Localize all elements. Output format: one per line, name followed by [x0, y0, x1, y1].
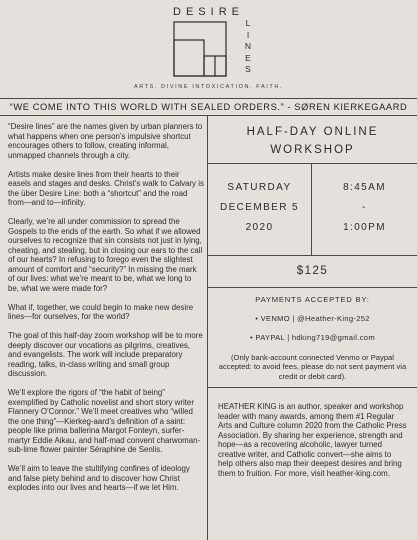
- quote-banner: “WE COME INTO THIS WORLD WITH SEALED ORDERS.” - SØREN KIERKEGAARD: [0, 98, 417, 116]
- payment-venmo: • VENMO | @Heather-King-252: [255, 313, 370, 323]
- author-bio: HEATHER KING is an author, speaker and workshop leader with many awards, among them #1 Regular Arts and Culture column 2020 from the Catholic Press Association. By sharing her experience, strength and hope—as a recovering alcoholic, lawyer turned creative writer, and Catholic convert—she aims to help others also map their deepest desires and bring them to fruition. For more, visit heather-king.com.: [218, 402, 407, 478]
- paragraph: Artists make desire lines from their hearts to their easels and stages and desks. Christ’s walk to Calvary is the über Desire Line: both a “shortcut” and the road from—and to—infinity.: [8, 169, 204, 207]
- date-time-box: [208, 164, 417, 256]
- workshop-title-line1: HALF-DAY ONLINE: [246, 126, 379, 138]
- brand-letter: S: [245, 64, 251, 74]
- payment-note: (Only bank-account connected Venmo or Paypal accepted: to avoid fees, please do not sent payment via credit or debit card).: [218, 352, 407, 381]
- payment-box: [208, 288, 417, 388]
- brand-letter: I: [246, 29, 250, 40]
- workshop-year: 2020: [245, 222, 274, 233]
- time-separator: -: [362, 202, 367, 213]
- paragraph: “Desire lines” are the names given by urban planners to what happens when one person’s impulsive shortcut encourages others to follow, creating informal, unmapped channels through a city.: [8, 122, 203, 160]
- header: [0, 0, 417, 100]
- brand-letter: E: [245, 52, 251, 63]
- description-column: [8, 122, 204, 502]
- paragraph: The goal of this half-day zoom workshop will be to more deeply discover our vocations as pilgrims, creatives, and evangelists. The work will include preparatory reading, talks, in-class writing and small group discussion.: [8, 331, 203, 378]
- date-box: [208, 164, 312, 255]
- payment-paypal: • PAYPAL | hdking719@gmail.com: [250, 333, 375, 342]
- workshop-title: [208, 116, 417, 164]
- paragraph: Clearly, we’re all under commission to spread the Gospels to the ends of the earth. So what if we allowed ourselves to recognize that sin consists not just in lying, cheating, and stealing, but in closing our ears to the call of our hearts? In refusing to forego even the slightest amount of comfort and “security?” In missing the mark of our lives: what we’re meant to be, what we long to be, what we were made for?: [8, 217, 203, 293]
- desire-lines-logo-icon: [170, 20, 250, 78]
- brand-tagline: ARTS. DIVINE INTOXICATION. FAITH.: [133, 84, 284, 90]
- brand-letter: N: [244, 41, 252, 51]
- workshop-date: DECEMBER 5: [219, 202, 299, 213]
- time-box: [312, 164, 417, 255]
- brand-name: DESIRE: [173, 6, 244, 18]
- brand-letter: L: [245, 18, 251, 28]
- payment-heading: PAYMENTS ACCEPTED BY:: [255, 295, 370, 304]
- details-column: [207, 116, 417, 540]
- workshop-price: $125: [208, 256, 417, 288]
- workshop-title-line2: WORKSHOP: [270, 144, 355, 156]
- workshop-day: SATURDAY: [227, 182, 292, 193]
- paragraph: We’ll explore the rigors of “the habit of being” exemplified by Catholic novelist and short story writer Flannery O’Connor.” We’ll meet creatives who “willed the one thing”—Kierkeg-aard’s definition of a saint: people like prima ballerina Margot Fonteyn, surfer-martyr Eddie Aikau, and half-mad convent charwoman-sub-lime flower painter Séraphine de Senlis.: [8, 388, 201, 454]
- start-time: 8:45AM: [343, 182, 386, 193]
- paragraph: What if, together, we could begin to make new desire lines—for ourselves, for the world?: [8, 302, 194, 321]
- end-time: 1:00PM: [343, 222, 386, 233]
- brand-side-letters: [242, 18, 254, 76]
- paragraph: We’ll aim to leave the stultifying confines of ideology and false piety behind and to discover how Christ explodes into our lives and hearts—if we let Him.: [8, 464, 190, 492]
